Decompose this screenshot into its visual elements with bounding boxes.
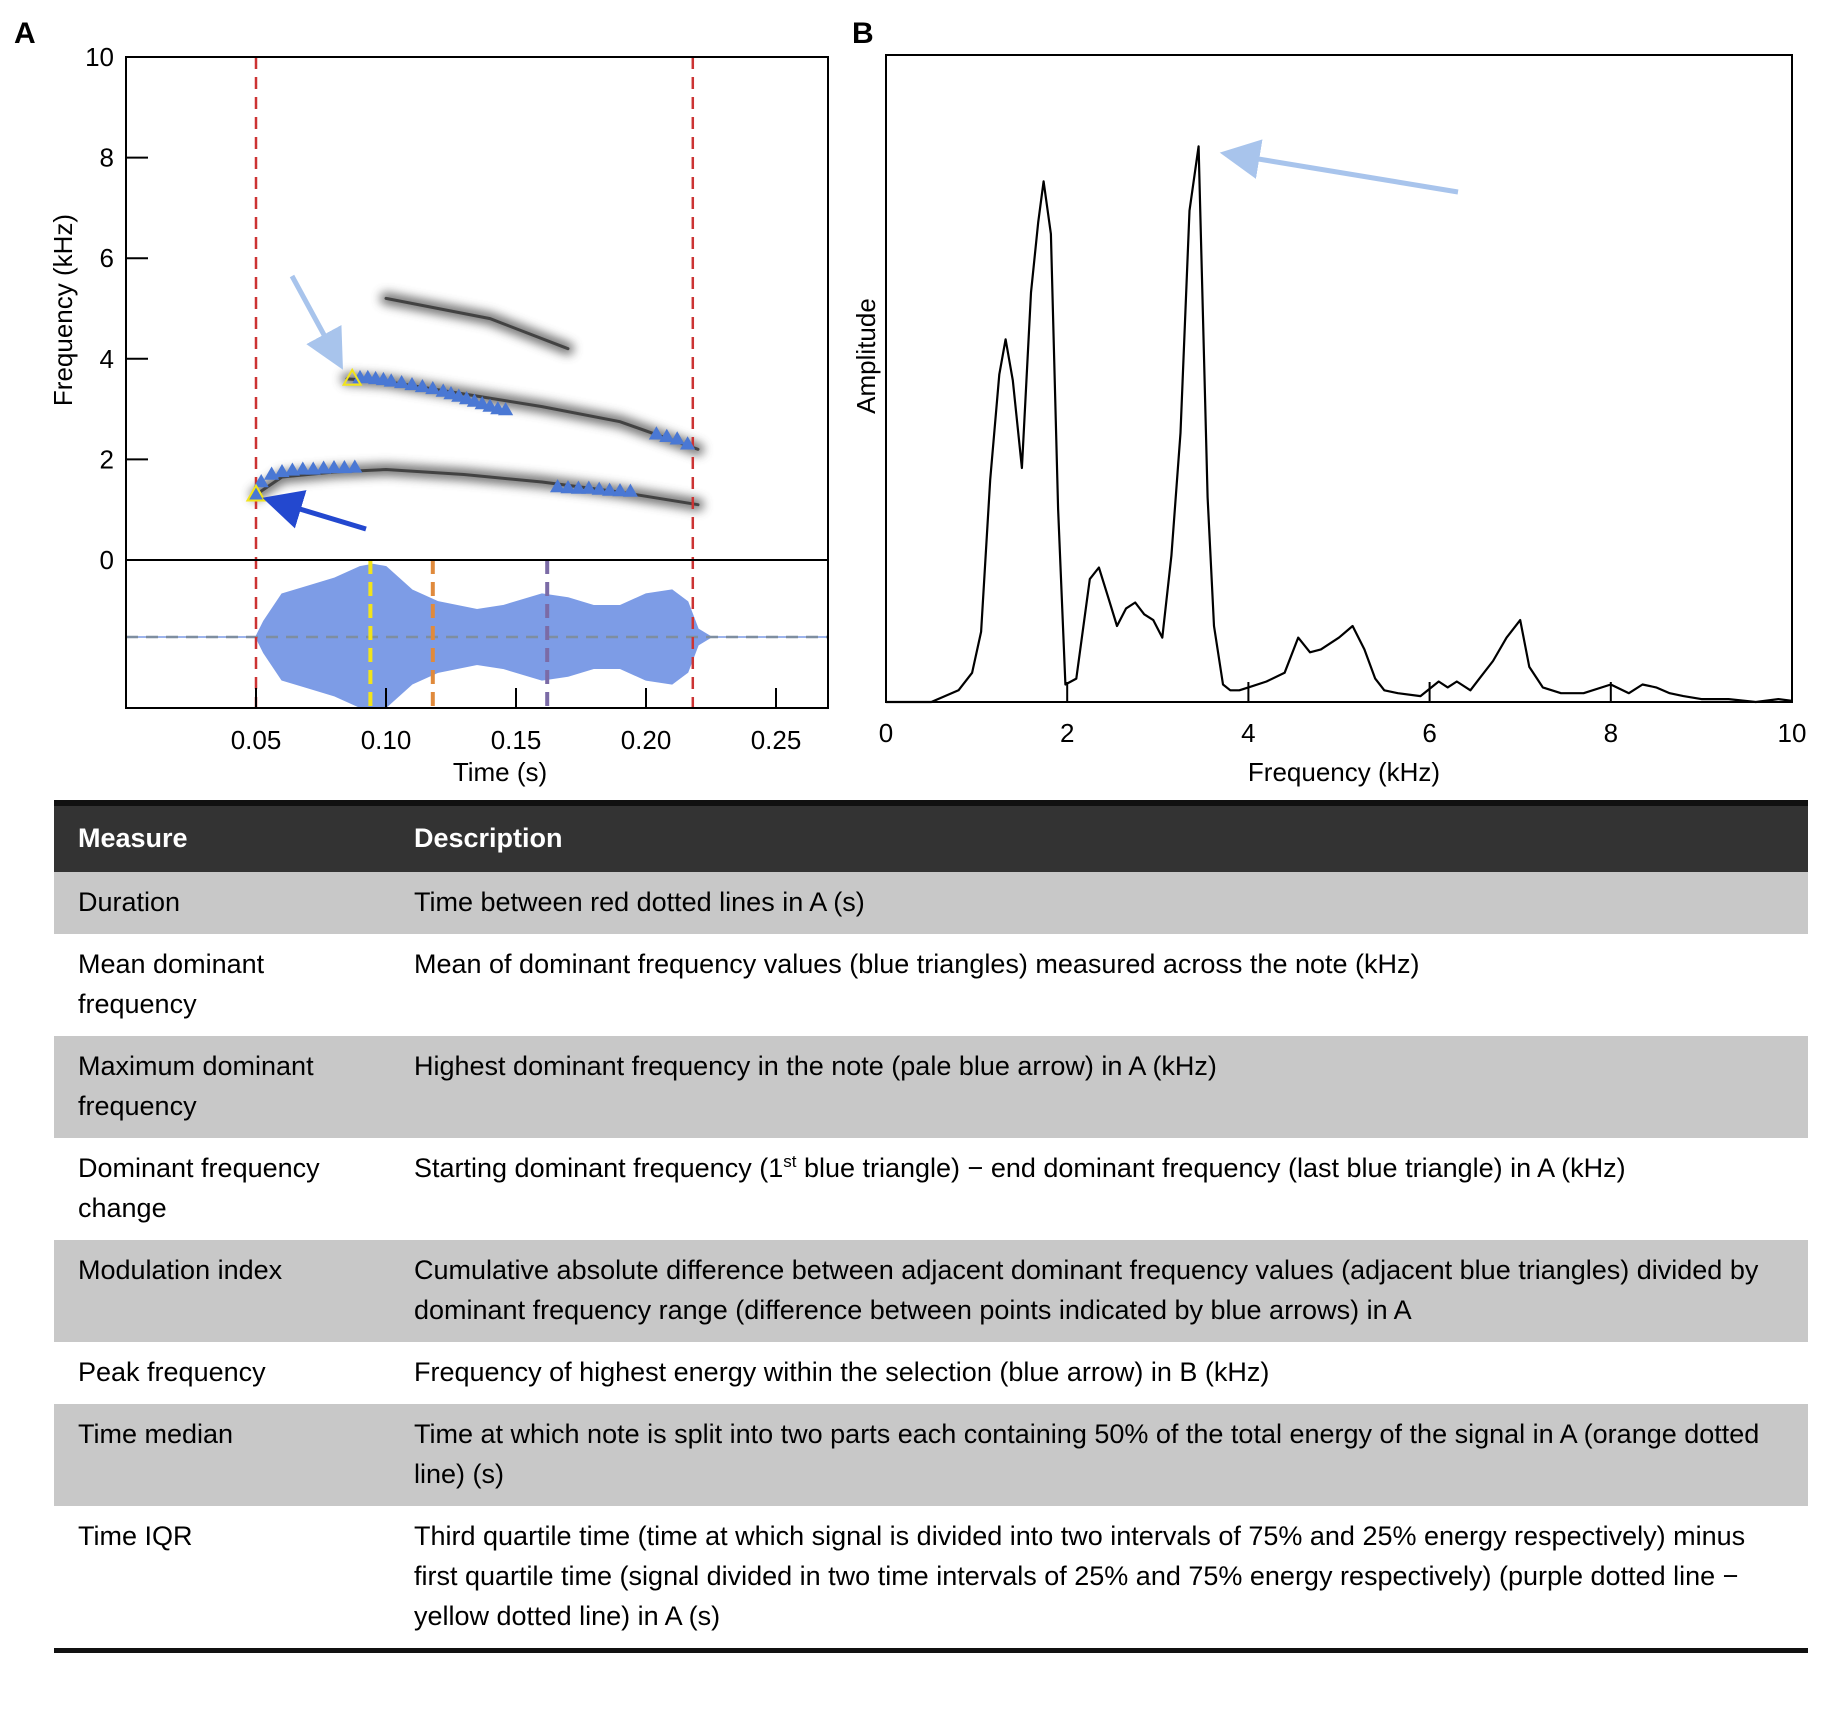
description-cell: Third quartile time (time at which signal is divided into two intervals of 75% and 25% energy respectively) minus first quartile time (signal divided in two time intervals of 25% and 75% energy respectively) (purple dotted line − yellow dotted line) in A (s): [414, 1521, 1746, 1631]
table-row: [54, 1240, 1808, 1342]
y-tick-label: 2: [99, 444, 114, 475]
spectrum-series: [886, 146, 1792, 702]
x-tick-label: 4: [1241, 718, 1256, 748]
header-measure: Measure: [78, 823, 188, 853]
y-tick-label: 8: [99, 142, 114, 173]
description-cell: Time at which note is split into two parts each containing 50% of the total energy of the signal in A (orange dotted line) (s): [414, 1419, 1760, 1489]
x-tick-label: 10: [1777, 718, 1807, 748]
panel-a-x-label: Time (s): [452, 757, 548, 787]
description-cell: Highest dominant frequency in the note (pale blue arrow) in A (kHz): [414, 1051, 1217, 1081]
table-row: [54, 1506, 1808, 1651]
y-tick-label: 10: [85, 42, 114, 72]
panel-a-arrows: [272, 276, 366, 529]
max-frequency-arrow: [292, 276, 338, 361]
x-tick-label: 0.20: [620, 725, 672, 755]
panel-a-y-label: Frequency (kHz): [48, 213, 78, 407]
measure-cell: Duration: [78, 887, 181, 917]
x-tick-label: 0.10: [360, 725, 412, 755]
panel-b-x-label: Frequency (kHz): [1247, 757, 1441, 787]
table-row: [54, 872, 1808, 934]
x-tick-label: 0: [878, 718, 894, 748]
x-tick-label: 0.25: [750, 725, 802, 755]
measures-table: [54, 800, 1808, 1653]
x-tick-label: 2: [1059, 718, 1075, 748]
measure-cell: Time IQR: [78, 1521, 193, 1551]
x-tick-label: 6: [1422, 718, 1437, 748]
measure-cell: Mean dominant frequency: [78, 949, 265, 1019]
description-text: blue triangle) − end dominant frequency (last blue triangle) in A (kHz): [796, 1153, 1626, 1183]
spectrum-line: [886, 146, 1792, 702]
header-description: Description: [414, 823, 563, 853]
x-tick-label: 0.15: [490, 725, 542, 755]
measure-cell: Modulation index: [78, 1255, 283, 1285]
x-tick-label: 8: [1603, 718, 1619, 748]
table-row: [54, 1138, 1808, 1240]
superscript: st: [783, 1152, 797, 1171]
description-cell: Time between red dotted lines in A (s): [414, 887, 865, 917]
table-row: [54, 1342, 1808, 1404]
harmonic-second: [347, 379, 698, 449]
waveform: [126, 565, 828, 710]
description-cell: Mean of dominant frequency values (blue triangles) measured across the note (kHz): [414, 949, 1420, 979]
panel-b-frame: [886, 55, 1792, 702]
panel-b-arrow: [1230, 154, 1458, 192]
panel-letter-a: A: [14, 17, 36, 50]
y-tick-label: 0: [99, 545, 114, 575]
measure-cell: Time median: [78, 1419, 234, 1449]
y-tick-label: 6: [99, 243, 114, 274]
harmonic-third: [386, 298, 568, 348]
measure-cell: Peak frequency: [78, 1357, 266, 1387]
figure-svg: [0, 0, 1821, 810]
x-tick-label: 0.05: [230, 725, 282, 755]
panel-b-axes: [879, 55, 1807, 748]
peak-frequency-arrow: [1230, 154, 1458, 192]
table-row: [54, 1036, 1808, 1138]
description-cell: [390, 1138, 1808, 1240]
measure-cell: Maximum dominant frequency: [78, 1051, 314, 1121]
table-header-row: [54, 803, 1808, 872]
table-row: [54, 1404, 1808, 1506]
description-cell: Cumulative absolute difference between adjacent dominant frequency values (adjacent blue triangles) divided by dominant frequency range (difference between points indicated by blue arrows) in A: [414, 1255, 1759, 1325]
measure-cell: Dominant frequency change: [78, 1153, 320, 1223]
figure: [0, 0, 1821, 810]
table-row: [54, 934, 1808, 1036]
panel-letter-b: B: [852, 17, 874, 50]
start-frequency-arrow: [272, 501, 366, 529]
y-tick-label: 4: [99, 343, 114, 374]
panel-b-y-label: Amplitude: [851, 298, 881, 414]
description-text: Starting dominant frequency (1: [414, 1153, 784, 1183]
description-cell: Frequency of highest energy within the selection (blue arrow) in B (kHz): [414, 1357, 1270, 1387]
